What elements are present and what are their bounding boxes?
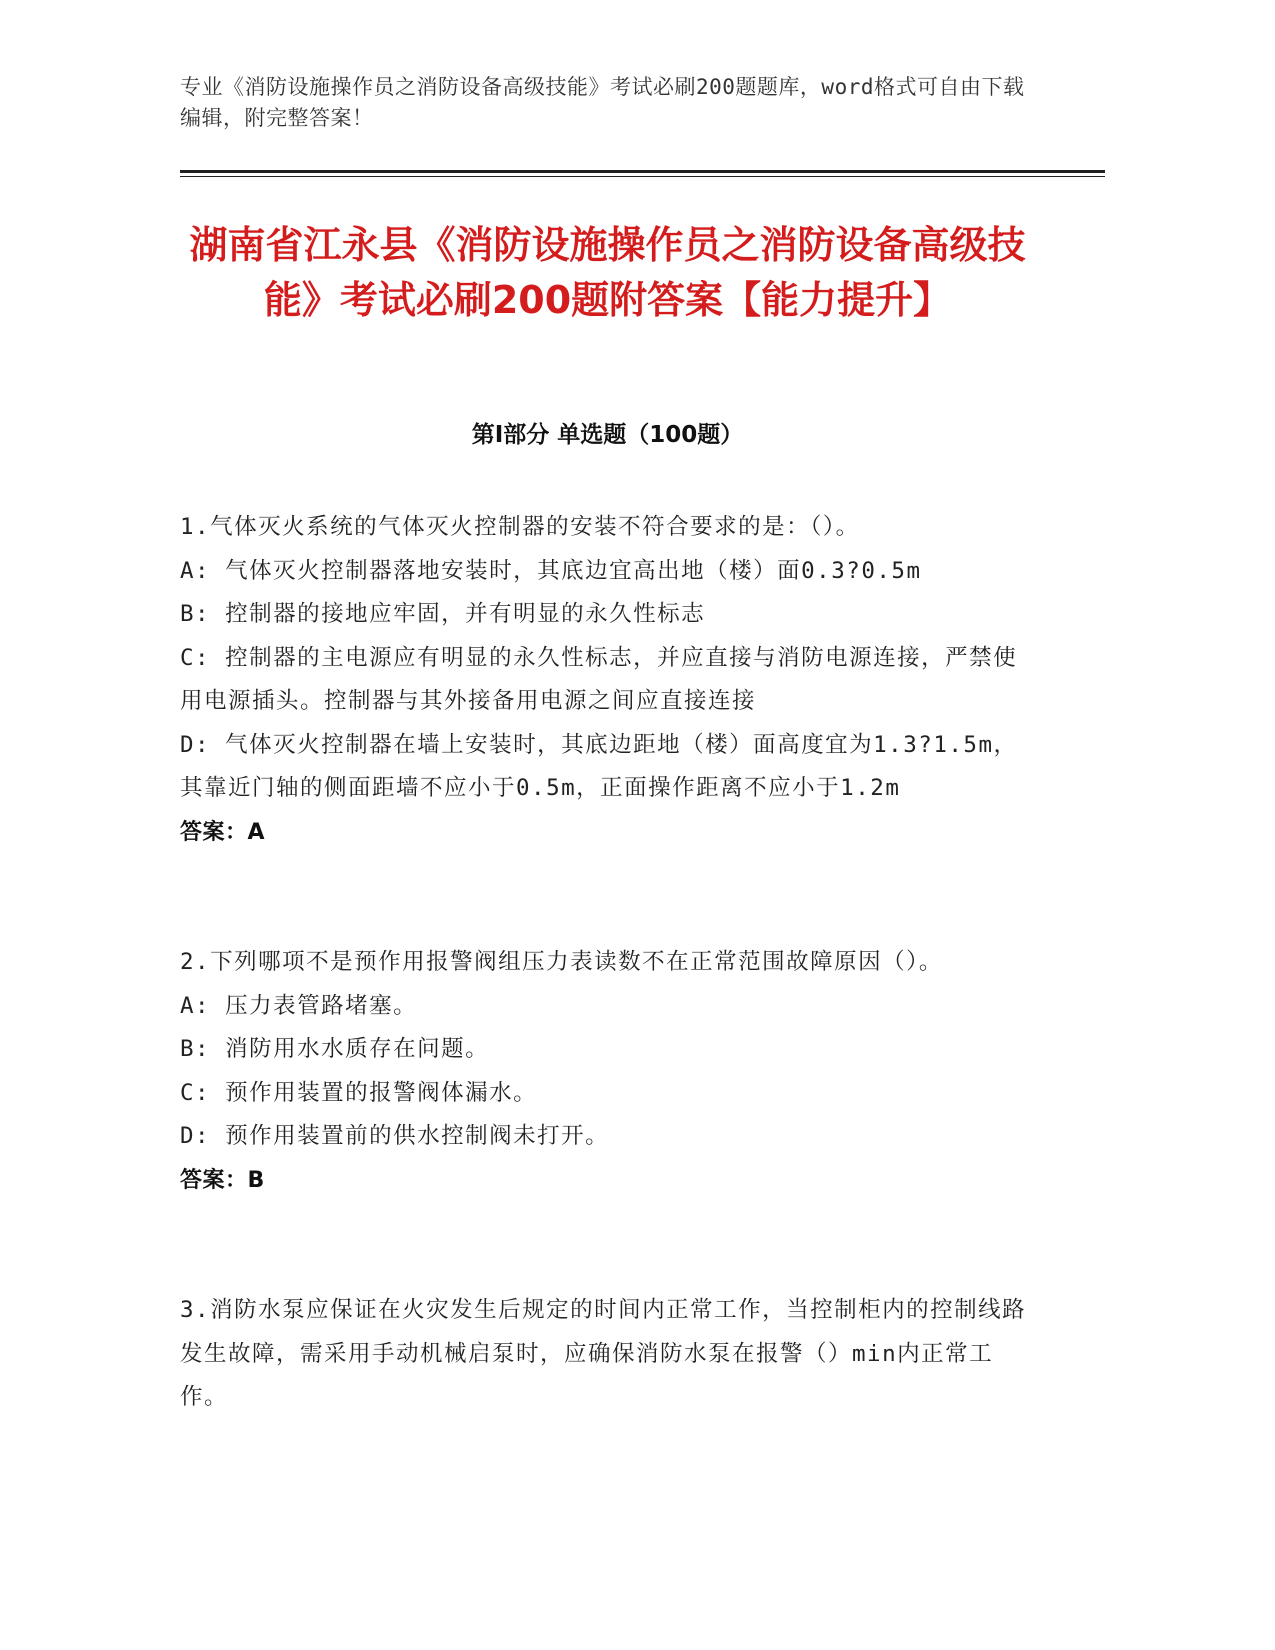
document-title: 湖南省江永县《消防设施操作员之消防设备高级技能》考试必刷200题附答案【能力提升】	[189, 223, 1026, 322]
question-stem: 2.下列哪项不是预作用报警阀组压力表读数不在正常范围故障原因（）。	[180, 949, 943, 975]
option-d: D: 预作用装置前的供水控制阀未打开。	[180, 1123, 610, 1149]
header-divider-thick	[180, 170, 1105, 173]
option-c: C: 预作用装置的报警阀体漏水。	[180, 1079, 538, 1106]
question-2	[180, 941, 1035, 1202]
header-note: 专业《消防设施操作员之消防设备高级技能》考试必刷200题题库，word格式可自由下载编辑，附完整答案！	[180, 75, 1025, 130]
section-title: 第I部分 单选题（100题）	[471, 422, 744, 448]
question-stem: 1.气体灭火系统的气体灭火控制器的安装不符合要求的是：（）。	[180, 514, 860, 540]
option-b: B: 消防用水水质存在问题。	[180, 1036, 490, 1062]
option-c: C: 控制器的主电源应有明显的永久性标志，并应直接与消防电源连接，严禁使用电源插头。控制器与其外接备用电源之间应直接连接	[180, 644, 1018, 714]
option-b: B: 控制器的接地应牢固，并有明显的永久性标志	[180, 601, 706, 627]
question-3	[180, 1289, 1035, 1420]
option-a: A: 压力表管路堵塞。	[180, 992, 418, 1019]
option-d: D: 气体灭火控制器在墙上安装时，其底边距地（楼）面高度宜为1.3?1.5m，其靠近门轴的侧面距墙不应小于0.5m，正面操作距离不应小于1.2m	[180, 731, 1018, 801]
question-stem: 3.消防水泵应保证在火灾发生后规定的时间内正常工作，当控制柜内的控制线路发生故障，需采用手动机械启泵时，应确保消防水泵在报警（）min内正常工作。	[180, 1297, 1027, 1410]
option-a: A: 气体灭火控制器落地安装时，其底边宜高出地（楼）面0.3?0.5m	[180, 557, 922, 584]
answer: 答案：B	[180, 1167, 265, 1193]
answer: 答案：A	[180, 819, 266, 845]
header-divider-thin	[180, 176, 1105, 177]
question-1	[180, 506, 1035, 854]
